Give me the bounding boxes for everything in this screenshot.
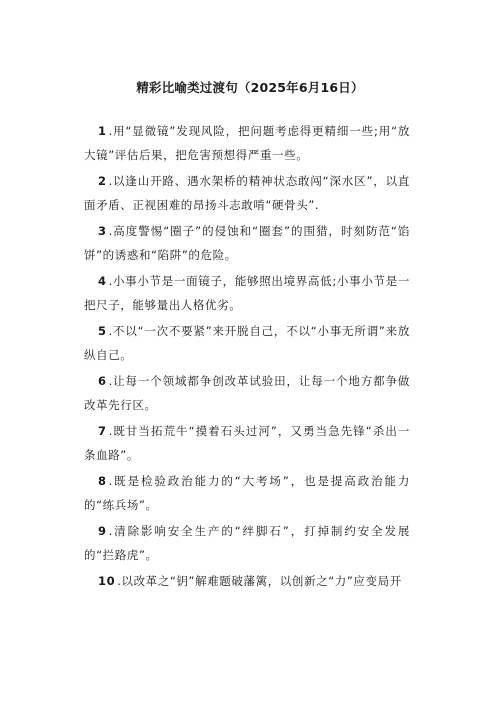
- list-item: [84, 119, 410, 167]
- item-text: .不以“一次不要紧”来开脱自己，不以“小事无所谓”来放纵自己。: [84, 324, 410, 362]
- item-text: .用“显微镜”发现风险，把问题考虑得更精细一些;用“放大镜”评估后果，把危害预想得严重一些。: [84, 124, 410, 162]
- item-text: .清除影响安全生产的“绊脚石”，打掉制约安全发展的“拦路虎”。: [84, 524, 410, 562]
- item-number: 8: [98, 474, 107, 488]
- item-text: .以改革之“钥”解难题破藩篱，以创新之“力”应变局开: [117, 574, 402, 588]
- item-number: 9: [98, 524, 107, 538]
- item-number: 10: [98, 574, 116, 588]
- list-item: [84, 269, 410, 317]
- list-item: [84, 169, 410, 217]
- list-item: [84, 519, 410, 567]
- item-number: 4: [98, 274, 107, 288]
- list-item: [84, 219, 410, 267]
- item-text: .既甘当拓荒牛“摸着石头过河”，又勇当急先锋“杀出一条血路”。: [84, 424, 410, 462]
- list-item: [84, 469, 410, 517]
- list-item: [84, 569, 410, 593]
- list-item: [84, 369, 410, 417]
- item-number: 2: [98, 174, 107, 188]
- item-number: 5: [98, 324, 107, 338]
- item-text: .让每一个领域都争创改革试验田，让每一个地方都争做改革先行区。: [84, 374, 410, 412]
- sentence-list: [84, 119, 410, 595]
- item-text: .高度警惕“圈子”的侵蚀和“圈套”的围猎，时刻防范“馅饼”的诱惑和“陷阱”的危险。: [84, 224, 410, 262]
- list-item: [84, 319, 410, 367]
- item-text: .小事小节是一面镜子，能够照出境界高低;小事小节是一把尺子，能够量出人格优劣。: [84, 274, 410, 312]
- list-item: [84, 419, 410, 467]
- item-number: 3: [98, 224, 107, 238]
- document-title: 精彩比喻类过渡句（2025年6月16日）: [136, 80, 364, 95]
- item-text: .既是检验政治能力的“大考场”，也是提高政治能力的“练兵场”。: [84, 474, 410, 512]
- item-number: 6: [98, 374, 107, 388]
- item-number: 7: [98, 424, 107, 438]
- item-number: 1: [98, 124, 107, 138]
- item-text: .以逢山开路、遇水架桥的精神状态敢闯“深水区”，以直面矛盾、正视困难的昂扬斗志敢啃“硬骨头”.: [84, 174, 410, 212]
